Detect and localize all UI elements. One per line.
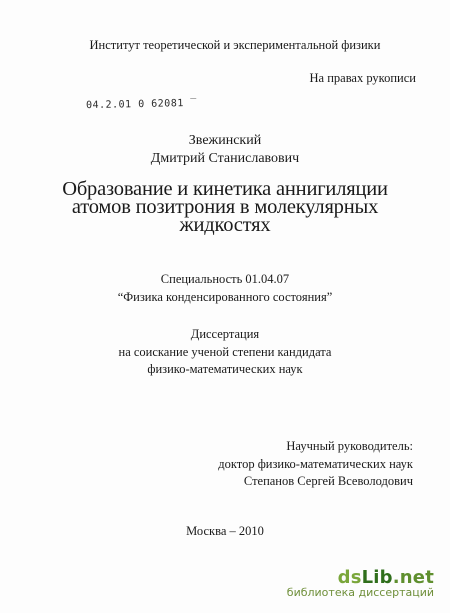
logo-ds: ds [337, 567, 362, 588]
rights-note: На правах рукописи [309, 71, 416, 85]
dslib-logo [287, 567, 434, 588]
title-line: жидкостях [179, 214, 271, 236]
title-line: Образование и кинетика аннигиляции [62, 178, 388, 200]
author-surname: Звежинский [188, 133, 262, 148]
author-names: Дмитрий Станиславович [150, 151, 300, 166]
institute-name: Институт теоретической и экспериментальной физики [89, 38, 381, 52]
science-line: физико-математических наук [147, 362, 303, 376]
supervisor-label: Научный руководитель: [286, 439, 413, 453]
supervisor-degree: доктор физико-математических наук [218, 457, 413, 471]
city-year: Москва – 2010 [186, 524, 264, 538]
specialty-name: “Физика конденсированного состояния” [117, 290, 333, 304]
dissertation-label: Диссертация [190, 327, 260, 341]
watermark-subtitle: библиотека диссертаций [286, 586, 434, 599]
degree-line: на соискание ученой степени кандидата [118, 345, 332, 359]
dslib-watermark [287, 567, 434, 599]
title-line: атомов позитрония в молекулярных [71, 196, 379, 218]
dissertation-title [40, 180, 410, 234]
specialty-code: Специальность 01.04.07 [160, 272, 290, 286]
library-stamp: 04.2.01 0 62081 ‾ [85, 97, 197, 112]
logo-lib: Lib [361, 567, 393, 588]
logo-net: .net [392, 567, 434, 588]
supervisor-name: Степанов Сергей Всеволодович [243, 474, 413, 488]
